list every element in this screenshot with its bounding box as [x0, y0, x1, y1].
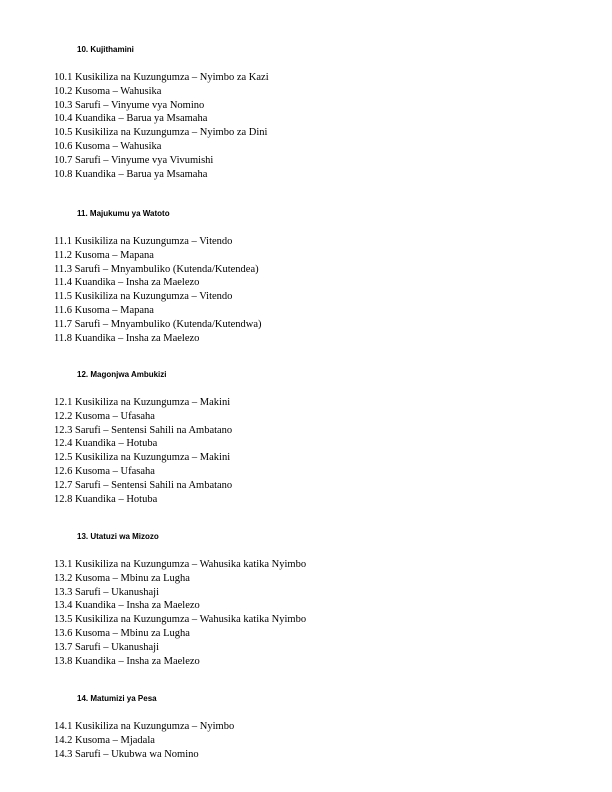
lesson-item: 10.4 Kuandika – Barua ya Msamaha [54, 113, 208, 125]
lesson-item: 10.6 Kusoma – Wahusika [54, 140, 162, 152]
lesson-item: 12.2 Kusoma – Ufasaha [54, 410, 155, 422]
lesson-item: 10.1 Kusikiliza na Kuzungumza – Nyimbo za Kazi [54, 72, 269, 83]
lesson-list [54, 396, 232, 506]
lesson-item: 11.1 Kusikiliza na Kuzungumza – Vitendo [54, 236, 233, 247]
lesson-item: 12.1 Kusikiliza na Kuzungumza – Makini [54, 397, 231, 408]
lesson-item: 13.4 Kuandika – Insha za Maelezo [54, 600, 200, 612]
lesson-list [54, 235, 262, 345]
lesson-item: 11.5 Kusikiliza na Kuzungumza – Vitendo [54, 291, 233, 303]
lesson-list [54, 720, 234, 761]
lesson-item: 11.8 Kuandika – Insha za Maelezo [54, 332, 200, 344]
lesson-item: 13.8 Kuandika – Insha za Maelezo [54, 655, 200, 667]
lesson-item: 12.6 Kusoma – Ufasaha [54, 465, 155, 477]
lesson-item: 11.2 Kusoma – Mapana [54, 249, 154, 261]
lesson-item: 13.2 Kusoma – Mbinu za Lugha [54, 572, 190, 584]
unit-heading: 12. Magonjwa Ambukizi [77, 370, 167, 379]
lesson-item: 10.3 Sarufi – Vinyume vya Nomino [54, 99, 205, 111]
lesson-item: 11.4 Kuandika – Insha za Maelezo [54, 277, 200, 289]
lesson-item: 13.7 Sarufi – Ukanushaji [54, 641, 159, 653]
lesson-item: 11.6 Kusoma – Mapana [54, 304, 154, 316]
lesson-item: 11.3 Sarufi – Mnyambuliko (Kutenda/Kutendea) [54, 263, 259, 275]
lesson-item: 14.2 Kusoma – Mjadala [54, 734, 155, 746]
lesson-item: 13.5 Kusikiliza na Kuzungumza – Wahusika katika Nyimbo [54, 614, 307, 626]
lesson-item: 13.3 Sarufi – Ukanushaji [54, 586, 159, 598]
unit-heading: 14. Matumizi ya Pesa [77, 694, 157, 703]
lesson-item: 10.8 Kuandika – Barua ya Msamaha [54, 168, 208, 180]
lesson-list [54, 71, 269, 181]
lesson-item: 13.6 Kusoma – Mbinu za Lugha [54, 627, 190, 639]
unit-heading: 10. Kujithamini [77, 45, 134, 54]
lesson-item: 11.7 Sarufi – Mnyambuliko (Kutenda/Kutendwa) [54, 318, 262, 330]
lesson-item: 12.5 Kusikiliza na Kuzungumza – Makini [54, 452, 231, 464]
lesson-item: 12.4 Kuandika – Hotuba [54, 438, 158, 450]
lesson-item: 10.2 Kusoma – Wahusika [54, 85, 162, 97]
lesson-item: 12.3 Sarufi – Sentensi Sahili na Ambatano [54, 424, 233, 436]
unit-heading: 13. Utatuzi wa Mizozo [77, 532, 159, 541]
lesson-list [54, 558, 306, 668]
lesson-item: 10.5 Kusikiliza na Kuzungumza – Nyimbo za Dini [54, 127, 268, 139]
lesson-item: 12.7 Sarufi – Sentensi Sahili na Ambatano [54, 479, 233, 491]
lesson-item: 14.3 Sarufi – Ukubwa wa Nomino [54, 748, 199, 760]
lesson-item: 13.1 Kusikiliza na Kuzungumza – Wahusika katika Nyimbo [54, 559, 307, 570]
lesson-item: 12.8 Kuandika – Hotuba [54, 493, 158, 505]
unit-heading: 11. Majukumu ya Watoto [77, 209, 170, 218]
lesson-item: 10.7 Sarufi – Vinyume vya Vivumishi [54, 154, 214, 166]
lesson-item: 14.1 Kusikiliza na Kuzungumza – Nyimbo [54, 721, 235, 732]
